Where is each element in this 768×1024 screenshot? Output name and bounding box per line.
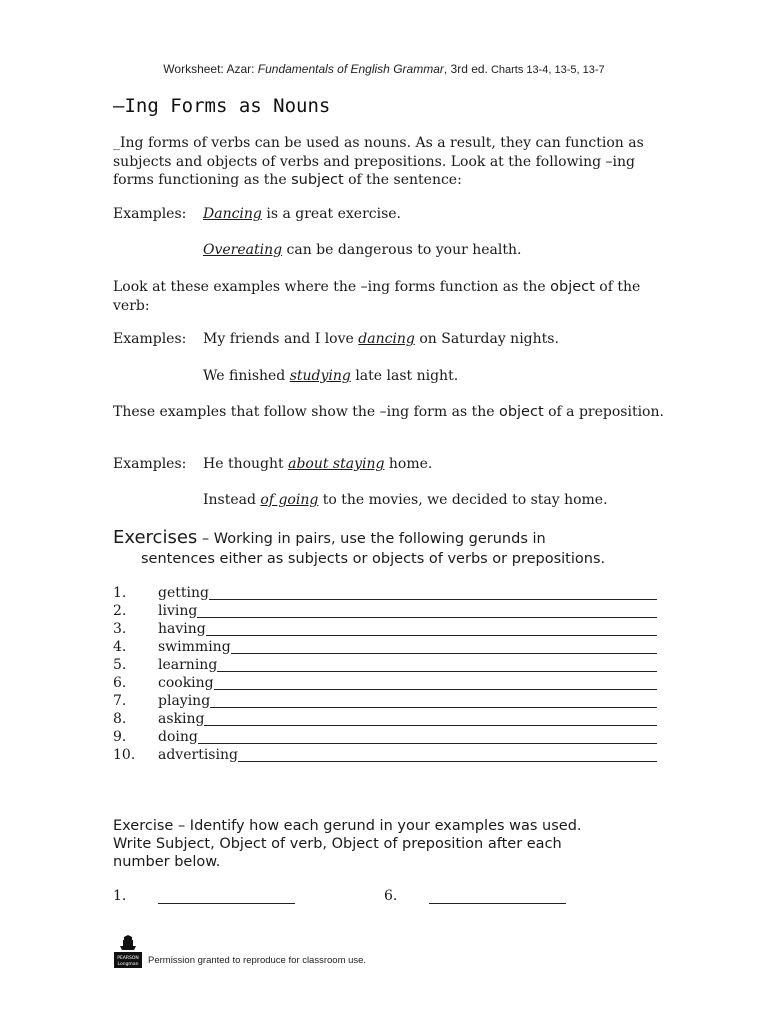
answer-number: 1.	[113, 888, 127, 904]
examples-label: Examples:	[113, 331, 187, 347]
intro-paragraph: _Ing forms of verbs can be used as nouns. As a result, they can function as subjects and objects of verbs and prepositions. Look at the following –ing forms functioning as the subject of the sentence:	[113, 135, 644, 188]
gerund-row	[113, 692, 657, 710]
gerund-word: swimming	[158, 639, 231, 655]
gerund-number: 6.	[113, 675, 127, 691]
gerund-row	[113, 728, 657, 746]
gerund-number: 3.	[113, 621, 127, 637]
answer-blank-line[interactable]	[217, 671, 657, 672]
gerund-word: getting	[158, 585, 209, 601]
gerund-list	[113, 584, 657, 764]
gerund-row	[113, 674, 657, 692]
gerund-word: learning	[158, 657, 218, 673]
gerund-word: playing	[158, 693, 211, 709]
answer-blank-line[interactable]	[158, 903, 295, 904]
gerund-row	[113, 746, 657, 764]
worksheet-header: Worksheet: Azar: Fundamentals of English Grammar, 3rd ed. Charts 13-4, 13-5, 13-7	[163, 62, 605, 76]
gerund-number: 8.	[113, 711, 127, 727]
book-title: Fundamentals of English Grammar	[257, 62, 444, 76]
example-sentence: Instead of going to the movies, we decided to stay home.	[203, 492, 608, 508]
svg-text:Longman: Longman	[117, 962, 139, 967]
gerund-word: cooking	[158, 675, 214, 691]
gerund-row	[113, 602, 657, 620]
answer-blank-line[interactable]	[206, 635, 657, 636]
gerund-word: advertising	[158, 747, 238, 763]
example-sentence: He thought about staying home.	[203, 456, 433, 472]
answer-blank-line[interactable]	[231, 653, 657, 654]
exercises-heading: Exercises – Working in pairs, use the following gerunds in sentences either as subjects or objects of verbs or prepositions.	[113, 527, 606, 567]
gerund-row	[113, 584, 657, 602]
example-sentence: We finished studying late last night.	[203, 368, 459, 384]
examples-label: Examples:	[113, 456, 187, 472]
gerund-word: having	[158, 621, 206, 637]
object-intro-paragraph: Look at these examples where the –ing forms function as the object of the verb:	[113, 279, 641, 314]
answer-blank-line[interactable]	[197, 617, 657, 618]
answer-blank-line[interactable]	[198, 743, 657, 744]
examples-label: Examples:	[113, 206, 187, 222]
gerund-number: 10.	[113, 747, 136, 763]
gerund-number: 1.	[113, 585, 127, 601]
answer-number: 6.	[384, 888, 398, 904]
gerund-number: 4.	[113, 639, 127, 655]
exercise-identify-instructions: Exercise – Identify how each gerund in your examples was used. Write Subject, Object of verb, Object of preposition after each number below.	[113, 818, 582, 870]
svg-text:PEARSON: PEARSON	[117, 956, 139, 961]
example-sentence: Overeating can be dangerous to your health.	[203, 242, 522, 258]
answer-blank-line[interactable]	[429, 903, 566, 904]
preposition-intro-paragraph: These examples that follow show the –ing form as the object of a preposition.	[113, 404, 664, 420]
gerund-word: asking	[158, 711, 205, 727]
page-title: –Ing Forms as Nouns	[113, 95, 331, 117]
gerund-row	[113, 620, 657, 638]
gerund-number: 7.	[113, 693, 127, 709]
permission-notice: Permission granted to reproduce for classroom use.	[148, 955, 367, 966]
gerund-row	[113, 638, 657, 656]
answer-blank-line[interactable]	[204, 725, 657, 726]
gerund-number: 5.	[113, 657, 127, 673]
example-sentence: My friends and I love dancing on Saturday nights.	[203, 331, 559, 347]
gerund-number: 9.	[113, 729, 127, 745]
gerund-number: 2.	[113, 603, 127, 619]
gerund-row	[113, 710, 657, 728]
keyword-subject: subject	[291, 172, 344, 188]
pearson-longman-logo	[114, 934, 142, 968]
gerund-word: living	[158, 603, 198, 619]
gerund-word: doing	[158, 729, 198, 745]
answer-blank-line[interactable]	[214, 689, 657, 690]
answer-blank-line[interactable]	[238, 761, 657, 762]
example-sentence: Dancing is a great exercise.	[203, 206, 402, 222]
answer-blank-line[interactable]	[210, 707, 657, 708]
gerund-row	[113, 656, 657, 674]
answer-blank-line[interactable]	[209, 599, 657, 600]
keyword-object: object	[498, 404, 544, 420]
keyword-object: object	[550, 279, 595, 295]
